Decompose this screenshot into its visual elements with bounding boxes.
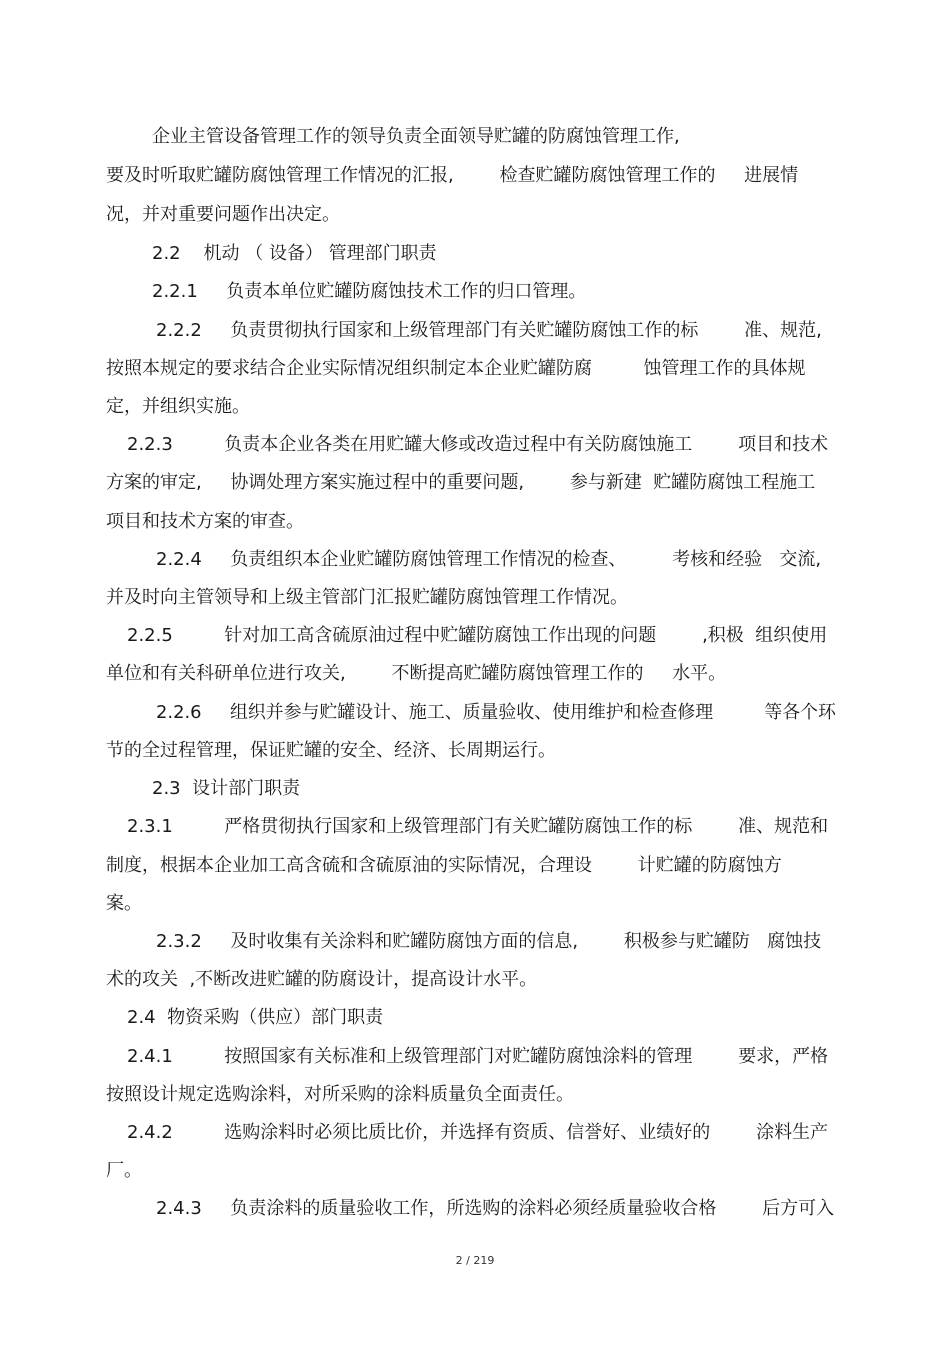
text-line: 2.4.1 按照国家有关标准和上级管理部门对贮罐防腐蚀涂料的管理 要求，严格: [127, 1046, 829, 1067]
text-line: 并及时向主管领导和上级主管部门汇报贮罐防腐蚀管理工作情况。: [106, 587, 628, 608]
text-line: 2.2.2 负责贯彻执行国家和上级管理部门有关贮罐防腐蚀工作的标 准、规范,: [156, 320, 822, 341]
text-line: 按照本规定的要求结合企业实际情况组织制定本企业贮罐防腐 蚀管理工作的具体规: [106, 358, 806, 379]
text-line: 案。: [106, 893, 142, 914]
text-line: 要及时听取贮罐防腐蚀管理工作情况的汇报, 检查贮罐防腐蚀管理工作的 进展情: [106, 165, 799, 186]
text-line: 企业主管设备管理工作的领导负责全面领导贮罐的防腐蚀管理工作,: [152, 126, 680, 147]
text-line: 2.4.3 负责涂料的质量验收工作，所选购的涂料必须经质量验收合格 后方可入: [156, 1198, 835, 1219]
text-line: 方案的审定, 协调处理方案实施过程中的重要问题, 参与新建 贮罐防腐蚀工程施工: [106, 472, 816, 493]
text-line: 2.2.3 负责本企业各类在用贮罐大修或改造过程中有关防腐蚀施工 项目和技术: [127, 434, 829, 455]
text-line: 单位和有关科研单位进行攻关, 不断提高贮罐防腐蚀管理工作的 水平。: [106, 663, 727, 684]
text-line: 术的攻关 ,不断改进贮罐的防腐设计，提高设计水平。: [106, 969, 538, 990]
text-line: 2.2.5 针对加工高含硫原油过程中贮罐防腐蚀工作出现的问题 ,积极 组织使用: [127, 625, 828, 646]
text-line: 2.2.1 负责本单位贮罐防腐蚀技术工作的归口管理。: [152, 281, 587, 302]
text-line: 按照设计规定选购涂料，对所采购的涂料质量负全面责任。: [106, 1084, 574, 1105]
section-heading: 2.3 设计部门职责: [152, 778, 301, 799]
section-heading: 2.4 物资采购（供应）部门职责: [127, 1007, 384, 1028]
text-line: 况，并对重要问题作出决定。: [106, 204, 340, 225]
text-line: 节的全过程管理，保证贮罐的安全、经济、长周期运行。: [106, 740, 556, 761]
text-line: 2.2.4 负责组织本企业贮罐防腐蚀管理工作情况的检查、 考核和经验 交流,: [156, 549, 822, 570]
text-line: 项目和技术方案的审查。: [106, 511, 304, 532]
text-line: 2.3.2 及时收集有关涂料和贮罐防腐蚀方面的信息, 积极参与贮罐防 腐蚀技: [156, 931, 822, 952]
text-line: 2.4.2 选购涂料时必须比质比价，并选择有资质、信誉好、业绩好的 涂料生产: [127, 1122, 829, 1143]
section-heading: 2.2 机动 （ 设备） 管理部门职责: [152, 243, 437, 264]
text-line: 厂。: [106, 1160, 142, 1181]
text-line: 制度，根据本企业加工高含硫和含硫原油的实际情况，合理设 计贮罐的防腐蚀方: [106, 855, 782, 876]
text-line: 定，并组织实施。: [106, 396, 250, 417]
page-number: 2 / 219: [455, 1254, 495, 1267]
text-line: 2.2.6 组织并参与贮罐设计、施工、质量验收、使用维护和检查修理 等各个环: [156, 702, 836, 723]
text-line: 2.3.1 严格贯彻执行国家和上级管理部门有关贮罐防腐蚀工作的标 准、规范和: [127, 816, 829, 837]
